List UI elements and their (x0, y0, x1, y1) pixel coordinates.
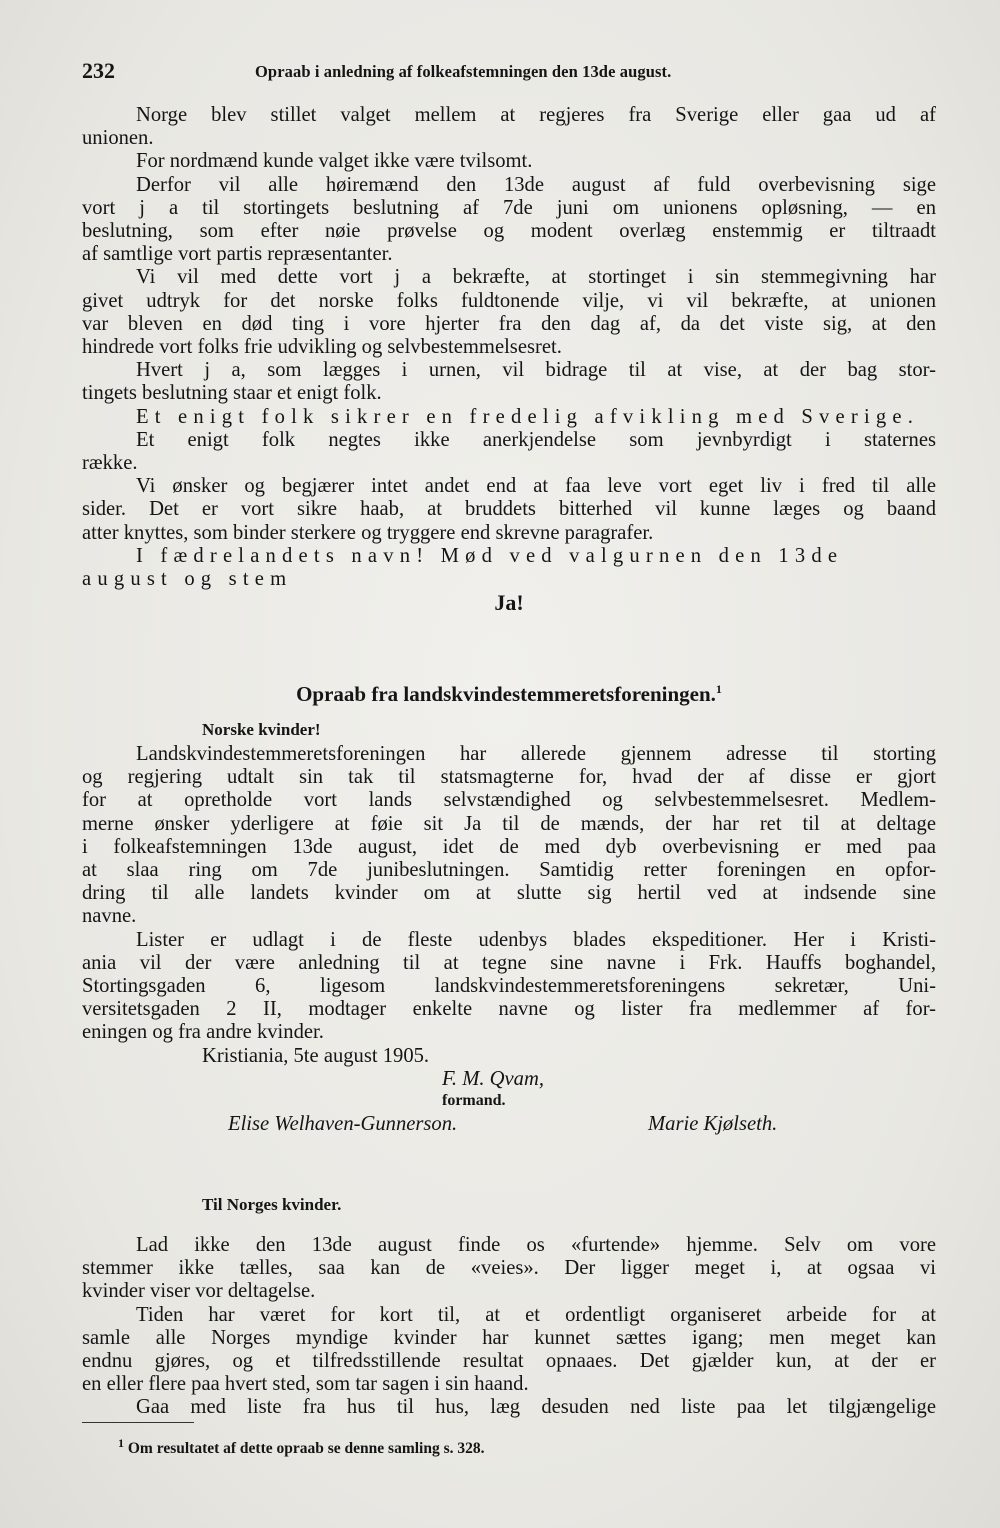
co-signers (82, 1111, 936, 1141)
text-line: atter knyttes, som binder sterkere og tryggere end skrevne paragrafer. (82, 521, 654, 544)
signer-right: Marie Kjølseth. (648, 1113, 778, 1136)
salutation: Norske kvinder! (202, 720, 321, 739)
text-line: unionen. (82, 127, 154, 150)
section-2-title (82, 676, 936, 707)
text-line-spaced: Et enigt folk sikrer en fredelig afvikling med Sverige. (136, 405, 920, 428)
text-line: ania vil der være anledning til at tegne sine navne i Frk. Hauffs boghandel, (82, 951, 936, 974)
text-line: Lister er udlagt i de fleste udenbys blades ekspeditioner. Her i Kristi- (136, 928, 936, 951)
signer-main: F. M. Qvam, (442, 1067, 545, 1090)
ja-exclamation: Ja! (494, 590, 524, 616)
text-line: af samtlige vort partis repræsentanter. (82, 243, 393, 266)
text-line: og regjering udtalt sin tak til statsmagterne for, hvad der af disse er gjort (82, 766, 936, 789)
page-number: 232 (82, 58, 115, 83)
text-line: stemmer ikke tælles, saa kan de «veies». Der ligger meget i, at ogsaa vi (82, 1257, 936, 1280)
text-line: endnu gjøres, og et tilfredsstillende resultat opnaaes. Det gjælder kun, at der er (82, 1350, 936, 1373)
text-line: Et enigt folk negtes ikke anerkjendelse som jevnbyrdigt i staternes (136, 428, 936, 451)
text-line: samle alle Norges myndige kvinder har kunnet sættes igang; men meget kan (82, 1326, 936, 1349)
text-line: Hvert j a, som lægges i urnen, vil bidrage til at vise, at der bag stor- (136, 359, 936, 382)
text-line: Norge blev stillet valget mellem at regjeres fra Sverige eller gaa ud af (136, 104, 936, 126)
text-line: Landskvindestemmeretsforeningen har allerede gjennem adresse til storting (136, 743, 936, 765)
place-date: Kristiania, 5te august 1905. (202, 1044, 430, 1067)
text-line: For nordmænd kunde valget ikke være tvilsomt. (136, 150, 533, 173)
text-line: vort j a til stortingets beslutning af 7de juni om unionens opløsning, — en (82, 196, 936, 219)
text-line: Gaa med liste fra hus til hus, læg desuden ned liste paa let tilgjængelige (136, 1396, 936, 1419)
footnote (118, 1436, 485, 1458)
text-line: navne. (82, 905, 137, 928)
text-line: givet udtryk for det norske folks fuldtonende vilje, vi vil bekræfte, at unionen (82, 289, 936, 312)
section-3-heading: Til Norges kvinder. (202, 1195, 342, 1214)
running-title: Opraab i anledning af folkeafstemningen den 13de august. (255, 62, 672, 81)
text-line: for at opretholde vort lands selvstændighed og selvbestemmelsesret. Medlem- (82, 789, 936, 812)
text-line: hindrede vort folks frie udvikling og selvbestemmelsesret. (82, 336, 562, 359)
text-line-spaced: I fædrelandets navn! Mød ved valgurnen den 13de (136, 544, 844, 567)
text-line: at slaa ring om 7de junibeslutningen. Samtidig retter foreningen en opfor- (82, 859, 936, 882)
text-line: eningen og fra andre kvinder. (82, 1021, 324, 1044)
text-line: Lad ikke den 13de august finde os «furtende» hjemme. Selv om vore (136, 1234, 936, 1256)
text-line: kvinder viser vor deltagelse. (82, 1280, 316, 1303)
text-line: Stortingsgaden 6, ligesom landskvindestemmeretsforeningens sekretær, Uni- (82, 975, 936, 998)
section-2 (82, 676, 936, 1141)
text-line: Derfor vil alle høiremænd den 13de august af fuld overbevisning sige (136, 173, 936, 196)
text-line: var bleven en død ting i vore hjerter fra den dag af, da det viste sig, at den (82, 312, 936, 335)
text-line: merne ønsker yderligere at føie sit Ja til de mænds, der har ret til at deltage (82, 812, 936, 835)
text-line: tingets beslutning staar et enigt folk. (82, 382, 382, 405)
text-line: Vi ønsker og begjærer intet andet end at faa leve vort eget liv i fred til alle (136, 475, 936, 498)
text-line: en eller flere paa hvert sted, som tar sagen i sin haand. (82, 1373, 529, 1396)
footnote-marker: 1 (118, 1436, 124, 1450)
text-line: Vi vil med dette vort j a bekræfte, at stortinget i sin stemmegivning har (136, 266, 936, 289)
footnote-text: Om resultatet af dette opraab se denne samling s. 328. (127, 1440, 485, 1458)
section-3 (82, 1192, 936, 1420)
text-line: versitetsgaden 2 II, modtager enkelte navne og lister fra medlemmer af for- (82, 998, 936, 1021)
signer-title: formand. (442, 1092, 506, 1110)
footnote-rule (82, 1422, 194, 1423)
text-line: Tiden har været for kort til, at et ordentligt organiseret arbeide for at (136, 1303, 936, 1326)
text-line: række. (82, 452, 138, 475)
signer-left: Elise Welhaven-Gunnerson. (228, 1113, 458, 1136)
section-2-title-text: Opraab fra landskvindestemmeretsforeningen. (296, 682, 716, 706)
text-line: beslutning, som efter nøie prøvelse og modent overlæg enstemmig er tiltraadt (82, 220, 936, 243)
text-line-spaced: august og stem (82, 568, 293, 591)
section-1-body (82, 104, 936, 614)
text-line: i folkeafstemningen 13de august, idet de med dyb overbevisning er med paa (82, 835, 936, 858)
text-line: dring til alle landets kvinder om at slutte sig hertil ved at indsende sine (82, 882, 936, 905)
text-line: sider. Det er vort sikre haab, at bruddets bitterhed vil kunne læges og baand (82, 498, 936, 521)
footnote-ref: 1 (715, 682, 722, 696)
